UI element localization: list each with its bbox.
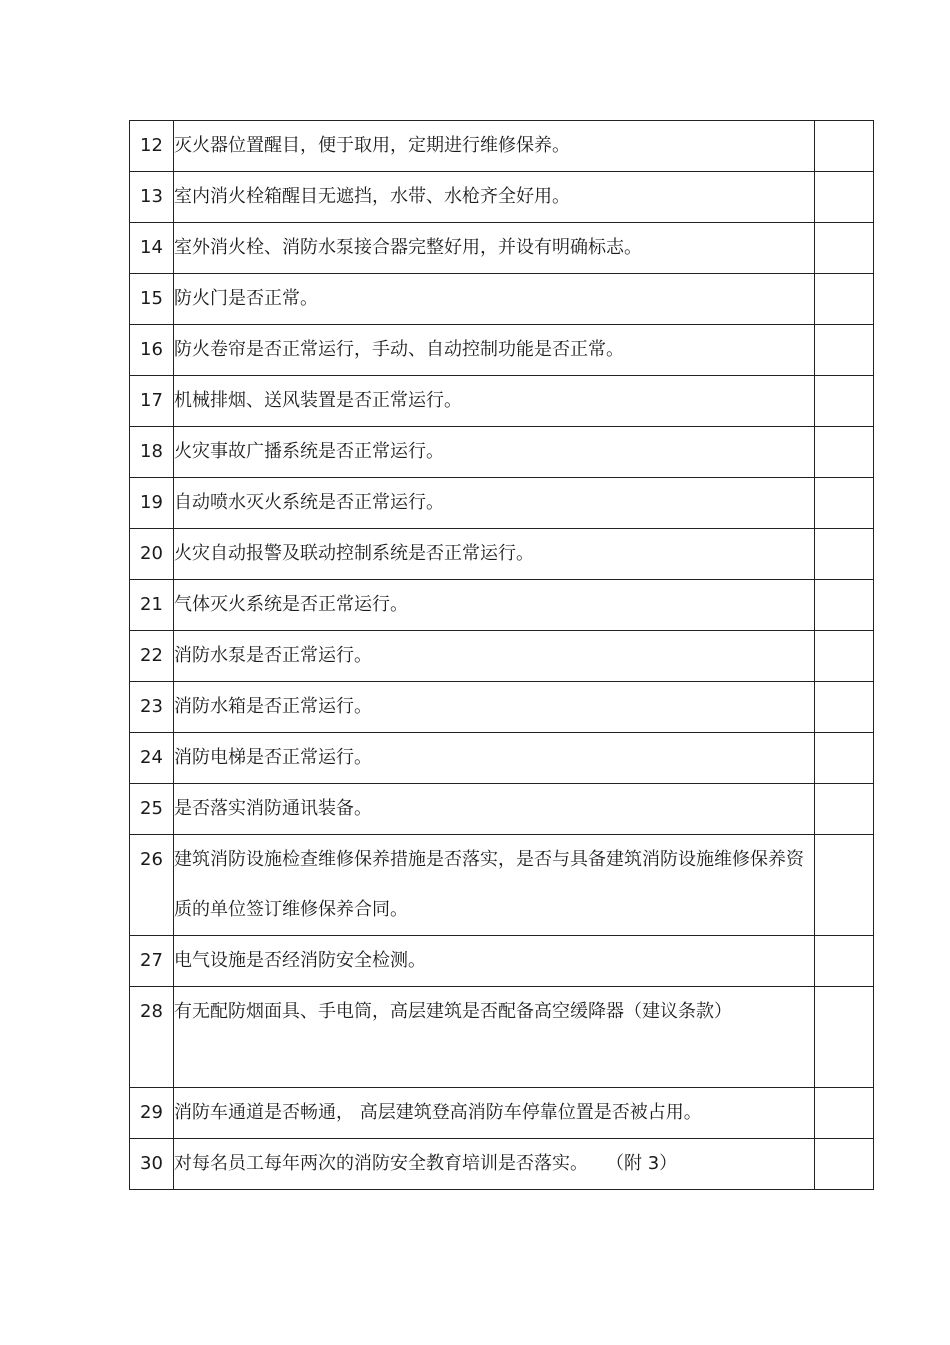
item-text: 电气设施是否经消防安全检测。: [174, 936, 815, 987]
table-row: [130, 172, 874, 223]
check-cell: [815, 631, 874, 682]
item-text: 气体灭火系统是否正常运行。: [174, 580, 815, 631]
check-cell: [815, 784, 874, 835]
item-text: 机械排烟、送风装置是否正常运行。: [174, 376, 815, 427]
check-cell: [815, 172, 874, 223]
table-row: [130, 376, 874, 427]
table-row: [130, 682, 874, 733]
item-text: 建筑消防设施检查维修保养措施是否落实，是否与具备建筑消防设施维修保养资质的单位签订维修保养合同。: [174, 835, 815, 936]
inspection-checklist-table: [129, 120, 874, 1190]
item-text: 室外消火栓、消防水泵接合器完整好用，并设有明确标志。: [174, 223, 815, 274]
item-text: 是否落实消防通讯装备。: [174, 784, 815, 835]
item-number: 23: [130, 682, 174, 733]
item-number: 15: [130, 274, 174, 325]
table-row: [130, 987, 874, 1088]
check-cell: [815, 987, 874, 1088]
item-text: 火灾事故广播系统是否正常运行。: [174, 427, 815, 478]
check-cell: [815, 580, 874, 631]
item-text: 防火卷帘是否正常运行，手动、自动控制功能是否正常。: [174, 325, 815, 376]
check-cell: [815, 936, 874, 987]
item-number: 14: [130, 223, 174, 274]
item-number: 28: [130, 987, 174, 1088]
check-cell: [815, 682, 874, 733]
item-text: 消防车通道是否畅通， 高层建筑登高消防车停靠位置是否被占用。: [174, 1088, 815, 1139]
check-cell: [815, 1139, 874, 1190]
item-number: 22: [130, 631, 174, 682]
item-number: 20: [130, 529, 174, 580]
check-cell: [815, 835, 874, 936]
check-cell: [815, 325, 874, 376]
item-number: 16: [130, 325, 174, 376]
item-number: 17: [130, 376, 174, 427]
table-row: [130, 427, 874, 478]
table-row: [130, 631, 874, 682]
table-row: [130, 274, 874, 325]
item-text: 消防水箱是否正常运行。: [174, 682, 815, 733]
table-row: [130, 733, 874, 784]
item-number: 24: [130, 733, 174, 784]
item-number: 13: [130, 172, 174, 223]
table-row: [130, 529, 874, 580]
item-number: 30: [130, 1139, 174, 1190]
table-row: [130, 835, 874, 936]
item-text: 防火门是否正常。: [174, 274, 815, 325]
table-row: [130, 223, 874, 274]
table-row: [130, 1088, 874, 1139]
item-text: 火灾自动报警及联动控制系统是否正常运行。: [174, 529, 815, 580]
item-text: 室内消火栓箱醒目无遮挡，水带、水枪齐全好用。: [174, 172, 815, 223]
item-text: 灭火器位置醒目，便于取用，定期进行维修保养。: [174, 121, 815, 172]
item-number: 27: [130, 936, 174, 987]
check-cell: [815, 1088, 874, 1139]
table-row: [130, 580, 874, 631]
item-text: 消防水泵是否正常运行。: [174, 631, 815, 682]
check-cell: [815, 376, 874, 427]
item-number: 29: [130, 1088, 174, 1139]
check-cell: [815, 529, 874, 580]
item-number: 18: [130, 427, 174, 478]
check-cell: [815, 478, 874, 529]
item-number: 21: [130, 580, 174, 631]
item-number: 12: [130, 121, 174, 172]
check-cell: [815, 274, 874, 325]
table-row: [130, 121, 874, 172]
table-row: [130, 325, 874, 376]
item-number: 25: [130, 784, 174, 835]
item-text: 自动喷水灭火系统是否正常运行。: [174, 478, 815, 529]
table-row: [130, 936, 874, 987]
table-row: [130, 1139, 874, 1190]
check-cell: [815, 121, 874, 172]
table-row: [130, 784, 874, 835]
item-text: 对每名员工每年两次的消防安全教育培训是否落实。 （附 3）: [174, 1139, 815, 1190]
item-text: 消防电梯是否正常运行。: [174, 733, 815, 784]
item-text: 有无配防烟面具、手电筒，高层建筑是否配备高空缓降器（建议条款）: [174, 987, 815, 1088]
item-number: 19: [130, 478, 174, 529]
check-cell: [815, 427, 874, 478]
table-row: [130, 478, 874, 529]
item-number: 26: [130, 835, 174, 936]
check-cell: [815, 733, 874, 784]
check-cell: [815, 223, 874, 274]
